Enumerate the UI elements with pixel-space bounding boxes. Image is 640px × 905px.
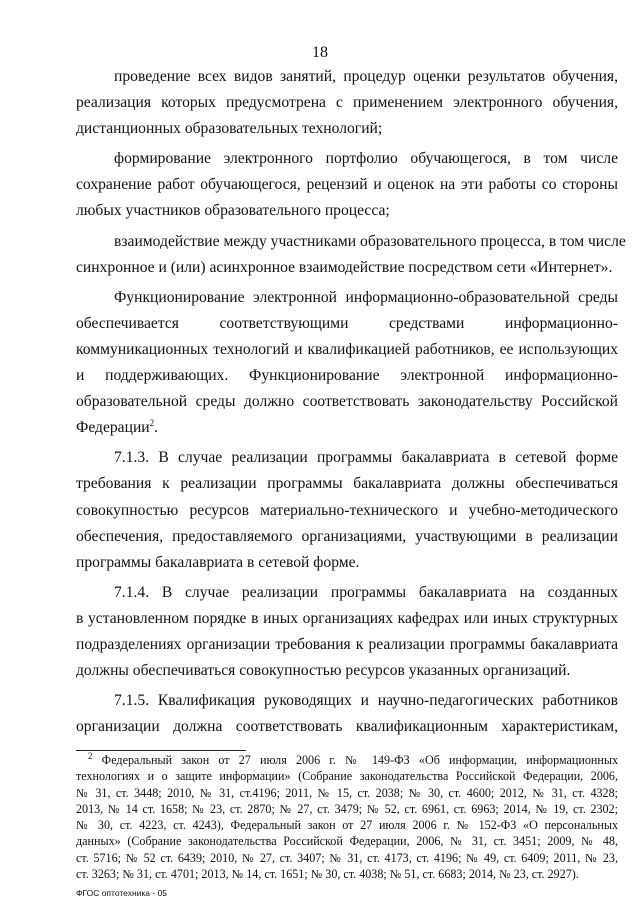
footnote-line-content: 2013, № 14 ст. 1658; № 23, ст. 2870; № 27, ст. 3479; № 52, ст. 6961, ст. 6963; 2014, № 19, ст. 2302; bbox=[76, 801, 618, 816]
footer-label: ФГОС оптотехника - 05 bbox=[76, 888, 168, 898]
text-line-content: 7.1.4. В случае реализации программы бакалавриата на созданных bbox=[114, 583, 618, 601]
footnote-line-content: № 31, ст. 3448; 2010, № 31, ст.4196; 2011, № 15, ст. 2038; № 30, ст. 4600; 2012, № 31, ст. 4328; bbox=[76, 785, 618, 800]
text-line-content: Функционирование электронной информационно-образовательной среды bbox=[114, 288, 618, 306]
text-line-content: должны обеспечиваться совокупностью ресурсов указанных организаций. bbox=[76, 662, 571, 680]
text-line bbox=[76, 146, 618, 172]
text-line-content: в установленном порядке в иных организациях кафедрах или иных структурных bbox=[76, 609, 618, 627]
text-line bbox=[76, 90, 618, 116]
footnote-marker: 2 bbox=[88, 750, 93, 761]
text-line-content: и поддерживающих. Функционирование электронной информационно- bbox=[76, 367, 618, 385]
text-line bbox=[76, 632, 618, 658]
text-line bbox=[76, 606, 618, 632]
text-line bbox=[76, 688, 618, 714]
text-line bbox=[76, 363, 618, 389]
text-line bbox=[76, 714, 618, 740]
footnote-line bbox=[76, 866, 618, 882]
text-line bbox=[76, 471, 618, 497]
footnote-line-content: № 30, ст. 4223, ст. 4243), Федеральный закон от 27 июля 2006 г. № 152-ФЗ «О персональных bbox=[76, 818, 618, 833]
footnote-line bbox=[76, 817, 618, 833]
text-line bbox=[76, 550, 618, 576]
text-line-content: сохранение работ обучающегося, рецензий и оценок на эти работы со стороны bbox=[76, 176, 618, 194]
footnote-line-content: ст. 3263; № 31, ст. 4701; 2013, № 14, ст. 1651; № 30, ст. 4038; № 51, ст. 6683; 2014, № 23, ст. 2927). bbox=[76, 867, 579, 882]
text-line bbox=[76, 658, 618, 684]
footnote-separator bbox=[76, 750, 246, 751]
text-line bbox=[76, 337, 618, 363]
footnote-line bbox=[76, 833, 618, 849]
footnote bbox=[76, 752, 618, 882]
text-line-content: 7.1.5. Квалификация руководящих и научно-педагогических работников bbox=[114, 692, 618, 710]
text-line bbox=[76, 116, 618, 142]
footnote-line bbox=[76, 785, 618, 801]
text-line bbox=[76, 524, 618, 550]
text-line bbox=[76, 311, 618, 337]
text-line-content: программы бакалавриата в сетевой форме. bbox=[76, 553, 360, 571]
text-line-content: подразделениях организации требования к реализации программы бакалавриата bbox=[76, 635, 618, 653]
footnote-line bbox=[76, 801, 618, 817]
text-line-content: организации должна соответствовать квалификационным характеристикам, bbox=[76, 718, 618, 736]
text-line-content: взаимодействие между участниками образовательного процесса, в том числе bbox=[114, 232, 626, 250]
text-line bbox=[76, 415, 618, 441]
text-line bbox=[76, 389, 618, 415]
text-line bbox=[76, 445, 618, 471]
text-line-tail: . bbox=[154, 419, 159, 437]
footnote-line-content: ст. 5716; № 52 ст. 6439; 2010, № 27, ст. 3407; № 31, ст. 4173, ст. 4196; № 49, ст. 6409; 2011, № 23, bbox=[76, 850, 618, 865]
text-line bbox=[76, 580, 618, 606]
text-line bbox=[76, 198, 618, 224]
page-number: 18 bbox=[312, 44, 328, 61]
text-line-content: Федерации bbox=[76, 419, 150, 437]
text-line bbox=[76, 255, 618, 281]
text-line-content: требования к реализации программы бакалавриата должны обеспечиваться bbox=[76, 475, 618, 493]
text-line-content: совокупностью ресурсов материально-технического и учебно-методического bbox=[76, 501, 618, 519]
text-line bbox=[76, 285, 618, 311]
text-line-content: дистанционных образовательных технологий; bbox=[76, 120, 383, 138]
text-line bbox=[76, 64, 618, 90]
footnote-line bbox=[76, 752, 618, 768]
text-line-content: коммуникационных технологий и квалификацией работников, ее использующих bbox=[76, 340, 618, 358]
text-line-content: проведение всех видов занятий, процедур оценки результатов обучения, bbox=[114, 68, 618, 85]
footnote-line-content: Федеральный закон от 27 июля 2006 г. № 149-ФЗ «Об информации, информационных bbox=[101, 753, 618, 767]
footnote-line bbox=[76, 768, 618, 784]
footnote-reference[interactable]: 2 bbox=[149, 418, 155, 429]
text-line-content: реализация которых предусмотрена с применением электронного обучения, bbox=[76, 94, 618, 112]
footnote-line-content: технологиях и о защите информации» (Собрание законодательства Российской Федерации, 2006, bbox=[76, 769, 618, 784]
text-line-content: любых участников образовательного процесса; bbox=[76, 202, 390, 220]
text-line bbox=[76, 229, 626, 255]
text-line-content: 7.1.3. В случае реализации программы бакалавриата в сетевой форме bbox=[114, 449, 618, 467]
text-line-content: синхронное и (или) асинхронное взаимодействие посредством сети «Интернет». bbox=[76, 258, 613, 276]
text-line-content: обеспечения, предоставляемого организациями, участвующими в реализации bbox=[76, 527, 618, 545]
text-line-content: формирование электронного портфолио обучающегося, в том числе bbox=[114, 150, 618, 168]
text-line-content: образовательной среды должно соответствовать законодательству Российской bbox=[76, 393, 618, 411]
footnote-line bbox=[76, 850, 618, 866]
body-text bbox=[76, 64, 626, 740]
text-line bbox=[76, 172, 618, 198]
text-line-content: обеспечивается соответствующими средствами информационно- bbox=[76, 314, 618, 332]
text-line bbox=[76, 498, 618, 524]
footnote-line-content: данных» (Собрание законодательства Российской Федерации, 2006, № 31, ст. 3451; 2009, № 48, bbox=[76, 834, 618, 849]
